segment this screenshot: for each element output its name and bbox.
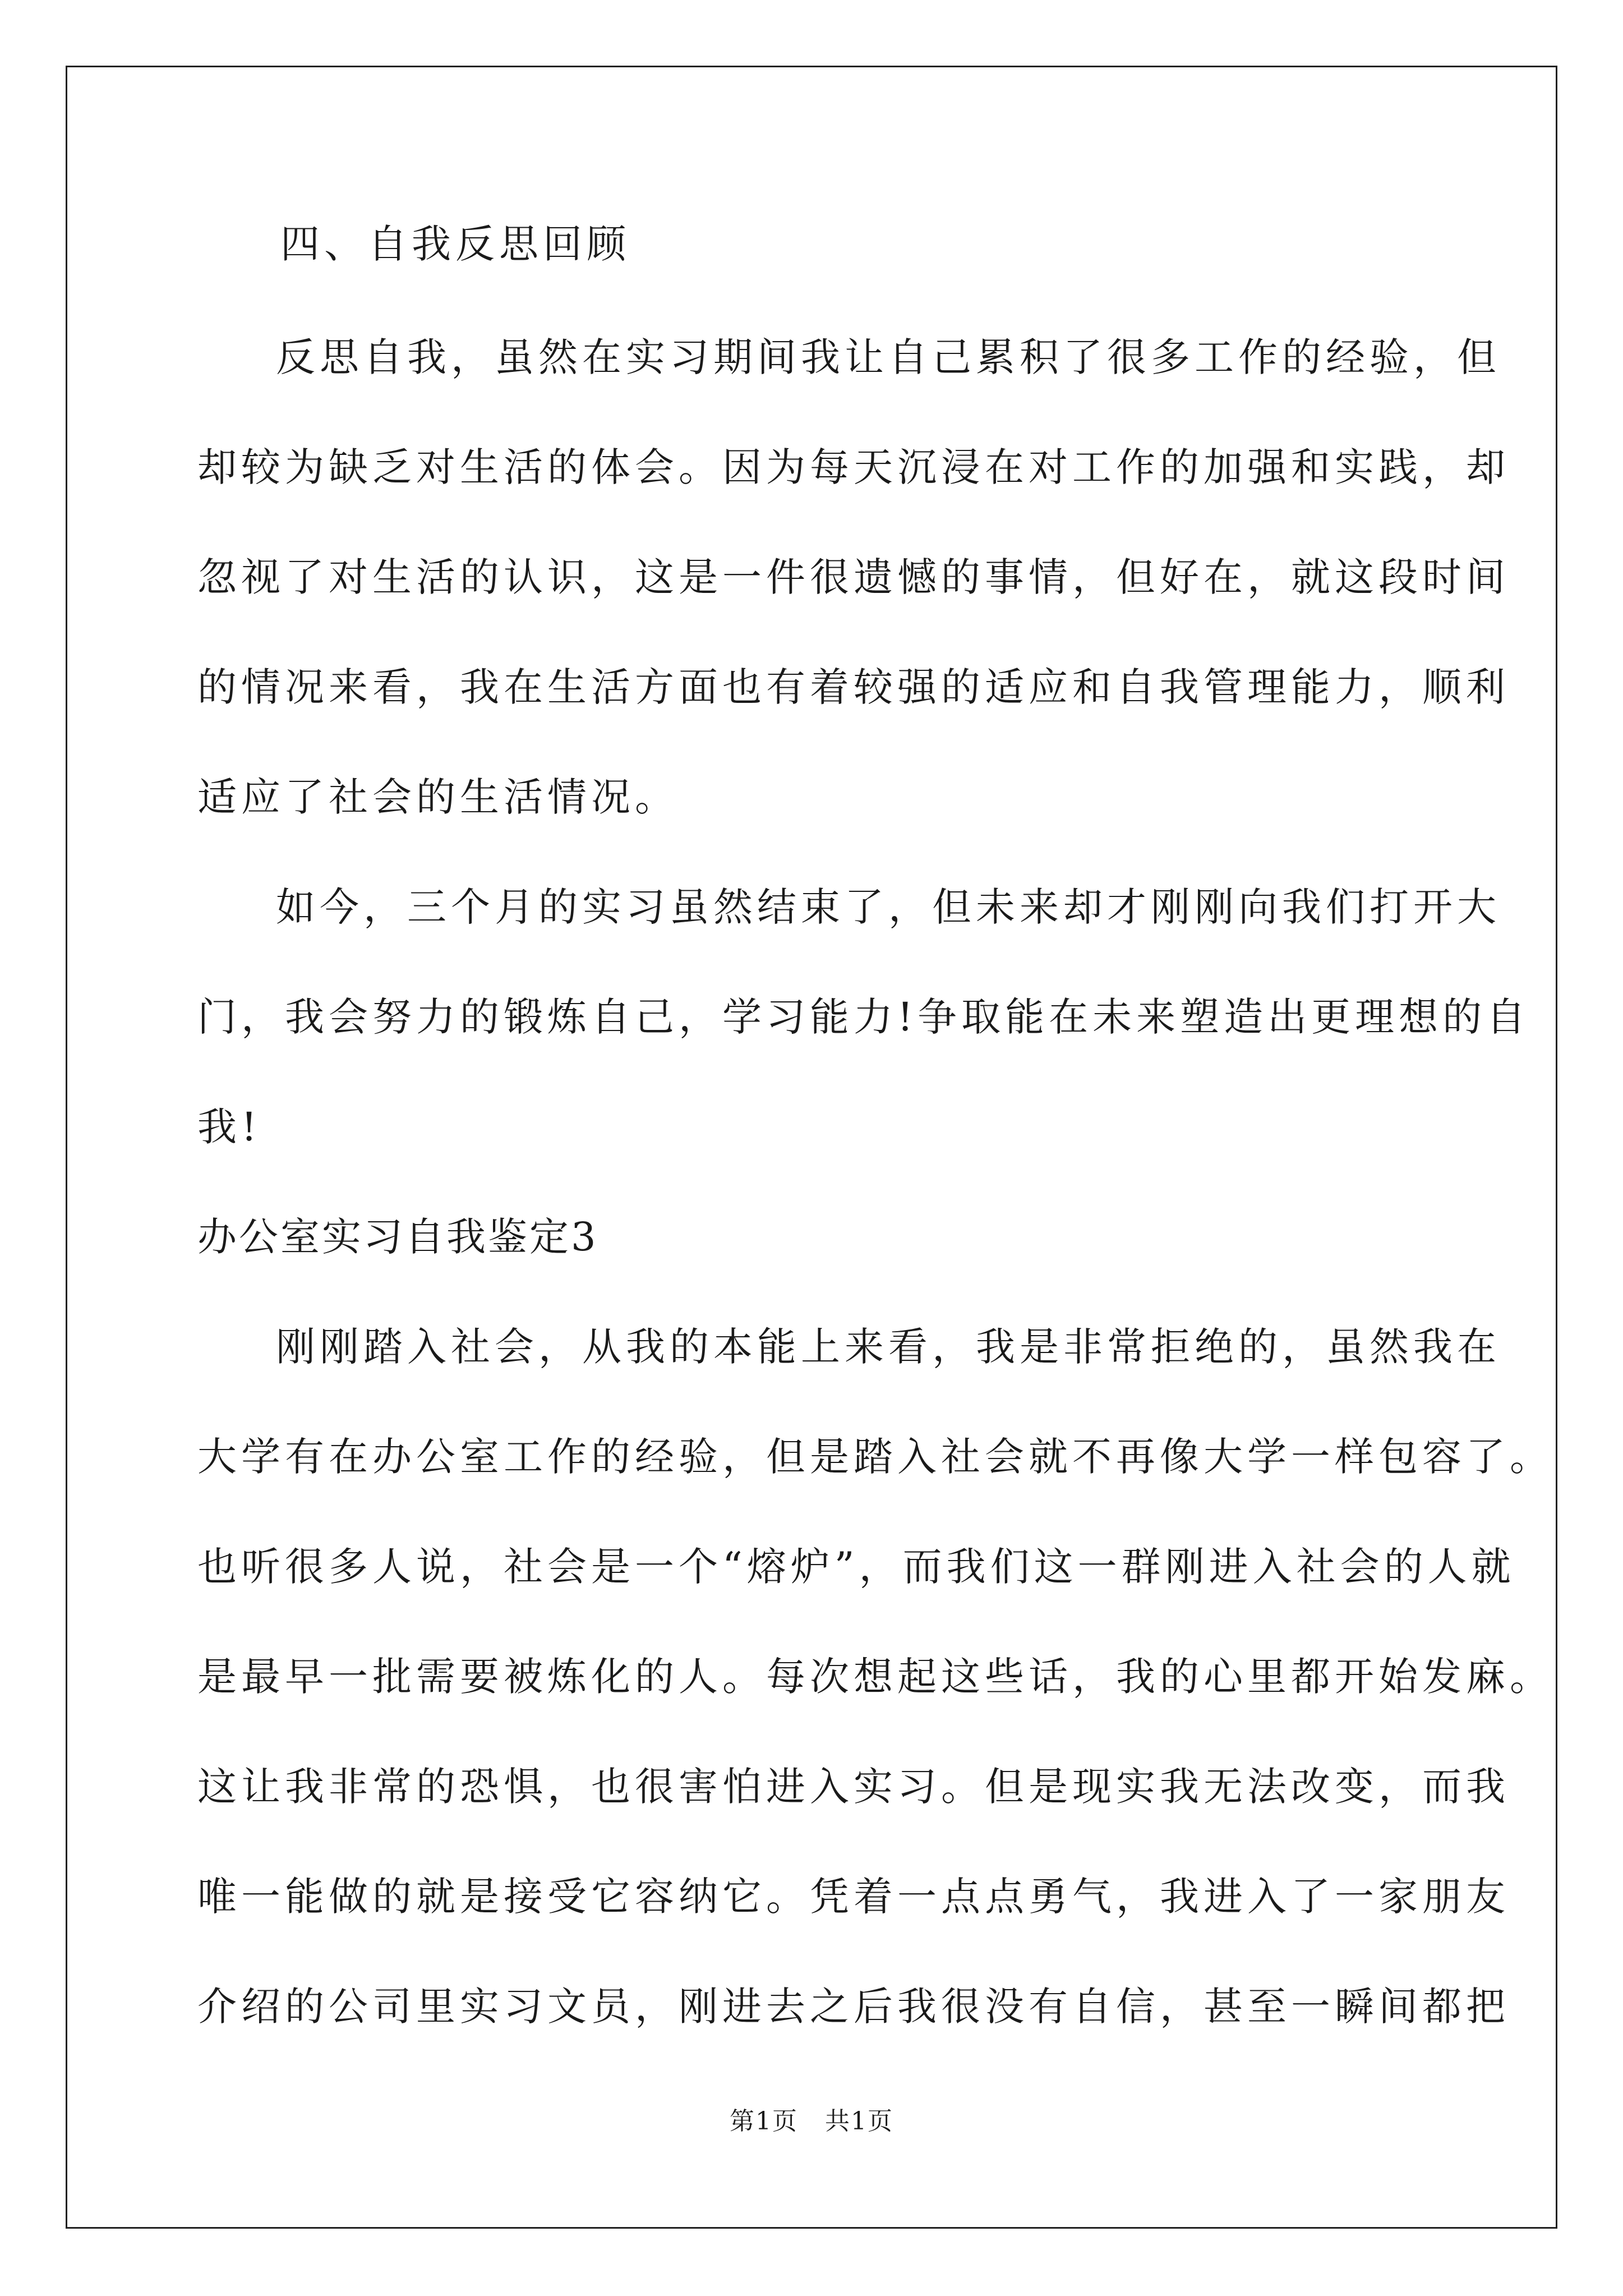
paragraph-line: 也听很多人说，社会是一个“熔炉”，而我们这一群刚进入社会的人就 [197,1544,1515,1590]
paragraph-line: 门，我会努力的锻炼自己，学习能力!争取能在未来塑造出更理想的自 [197,994,1530,1040]
paragraph-line: 适应了社会的生活情况。 [197,774,679,820]
paragraph-line: 大学有在办公室工作的经验，但是踏入社会就不再像大学一样包容了。 [197,1434,1553,1480]
paragraph-line: 唯一能做的就是接受它容纳它。凭着一点点勇气，我进入了一家朋友 [197,1874,1510,1920]
paragraph-line: 的情况来看，我在生活方面也有着较强的适应和自我管理能力，顺利 [197,664,1510,710]
section-heading: 办公室实习自我鉴定3 [197,1214,598,1260]
paragraph-line: 如今，三个月的实习虽然结束了，但未来却才刚刚向我们打开大 [276,884,1501,930]
paragraph-line: 这让我非常的恐惧，也很害怕进入实习。但是现实我无法改变，而我 [197,1764,1510,1810]
section-title: 四、自我反思回顾 [280,221,630,267]
paragraph-line: 我! [197,1104,262,1150]
paragraph-line: 是最早一批需要被炼化的人。每次想起这些话，我的心里都开始发麻。 [197,1654,1553,1700]
paragraph-line: 却较为缺乏对生活的体会。因为每天沉浸在对工作的加强和实践，却 [197,444,1510,490]
paragraph-line: 反思自我，虽然在实习期间我让自己累积了很多工作的经验，但 [276,334,1501,380]
paragraph-line: 忽视了对生活的认识，这是一件很遗憾的事情，但好在，就这段时间 [197,554,1510,600]
page-footer: 第1页 共1页 [730,2107,893,2136]
paragraph-line: 刚刚踏入社会，从我的本能上来看，我是非常拒绝的，虽然我在 [276,1324,1501,1370]
paragraph-line: 介绍的公司里实习文员，刚进去之后我很没有自信，甚至一瞬间都把 [197,1984,1510,2030]
